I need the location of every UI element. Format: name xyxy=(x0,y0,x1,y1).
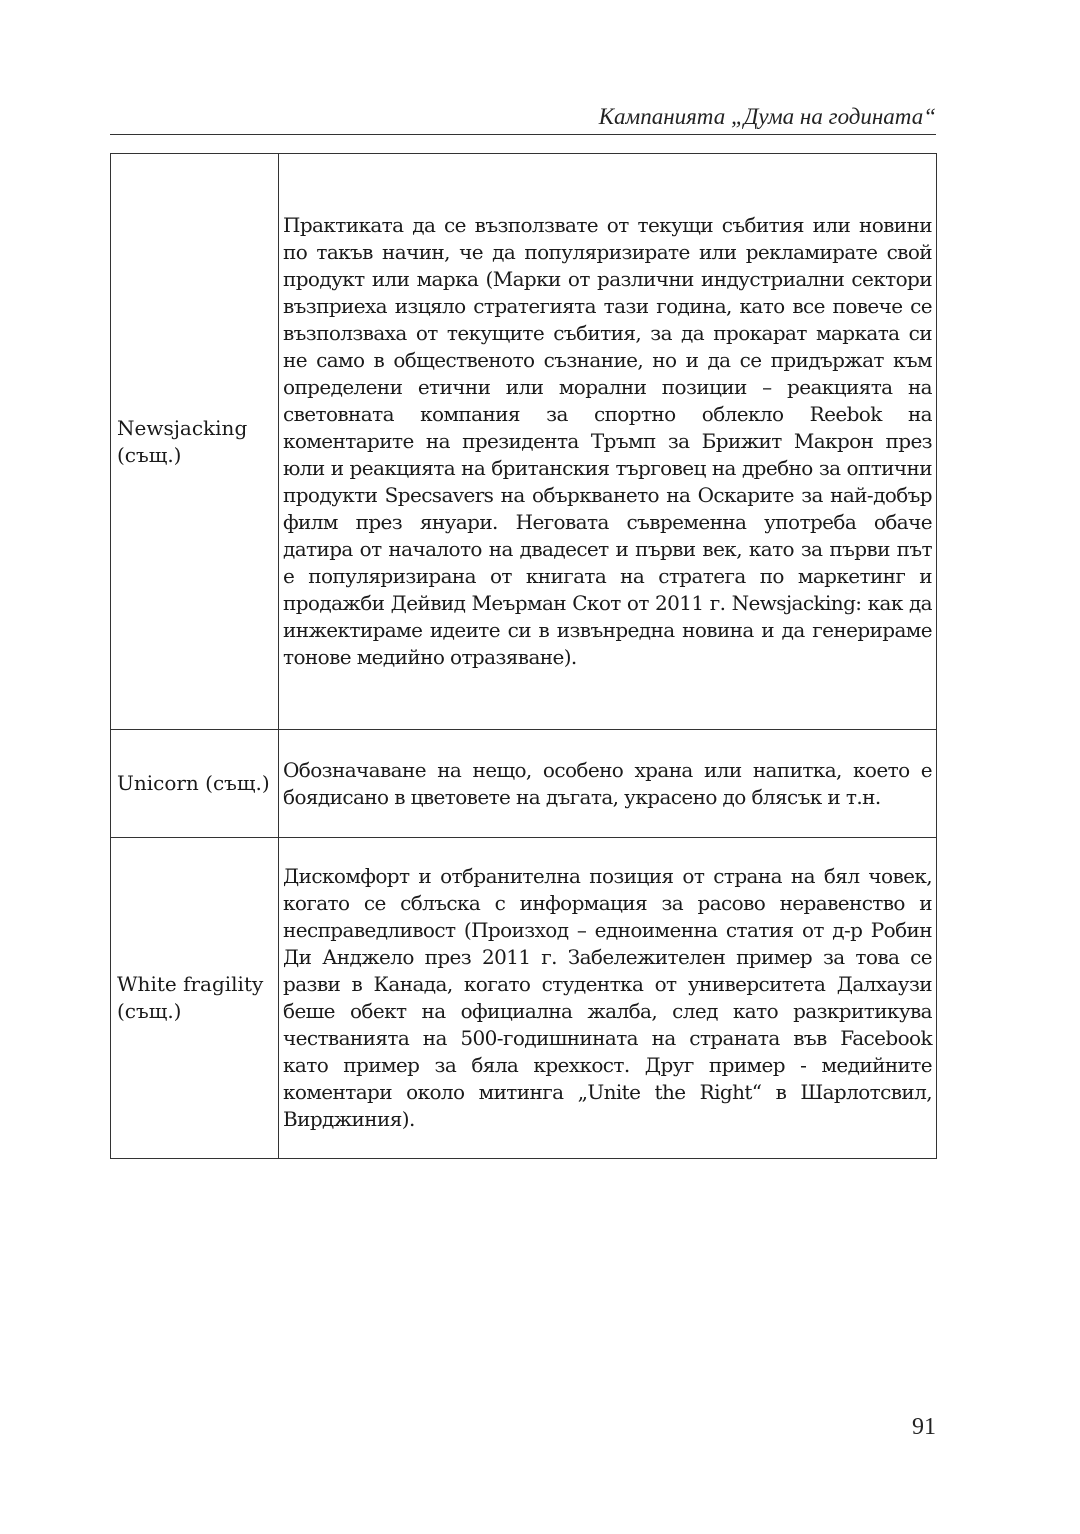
term-cell: Newsjacking (същ.) xyxy=(111,154,279,730)
definition-cell: Практиката да се възползвате от текущи събития или новини по такъв начин, че да популяризирате или рекламирате свой продукт или марка (Марки от различни индустриални сектори възприеха изцяло стратегията тази година, като все повече се възползваха от текущите събития, за да прокарат марката си не само в общественото съзнание, но и да се придържат към определени етични или морални позиции – реакцията на световната компания за спортно облекло Reebok на коментарите на президента Тръмп за Брижит Макрон през юли и реакцията на британския търговец на дребно за оптични продукти Specsavers на объркването на Оскарите за най-добър филм през януари. Неговата съвременна употреба обаче датира от началото на двадесет и първи век, като за първи път е популяризирана от книгата на стратега по маркетинг и продажби Дейвид Меърман Скот от 2011 г. Newsjacking: как да инжектираме идеите си в извънредна новина и да генерираме тонове медийно отразяване). xyxy=(279,154,937,730)
term-cell: Unicorn (същ.) xyxy=(111,730,279,838)
term-cell: White fragility (същ.) xyxy=(111,838,279,1159)
glossary-table xyxy=(110,153,937,1159)
table-row xyxy=(111,838,937,1159)
definition-cell: Обозначаване на нещо, особено храна или напитка, което е боядисано в цветовете на дъгата, украсено до блясък и т.н. xyxy=(279,730,937,838)
table-row xyxy=(111,154,937,730)
running-title: Кампанията „Дума на годината“ xyxy=(110,100,936,135)
page-number: 91 xyxy=(912,1414,936,1440)
table-row xyxy=(111,730,937,838)
definition-cell: Дискомфорт и отбранителна позиция от страна на бял човек, когато се сблъска с информация за расово неравенство и несправедливост (Произход – едноименна статия от д-р Робин Ди Анджело през 2011 г. Забележителен пример за това се разви в Канада, когато студентка от университета Далхаузи беше обект на официална жалба, след като разкритикува честванията на 500-годишнината на страната във Facebook като пример за бяла крехкост. Друг пример - медийните коментари около митинга „Unite the Right“ в Шарлотсвил, Вирджиния). xyxy=(279,838,937,1159)
